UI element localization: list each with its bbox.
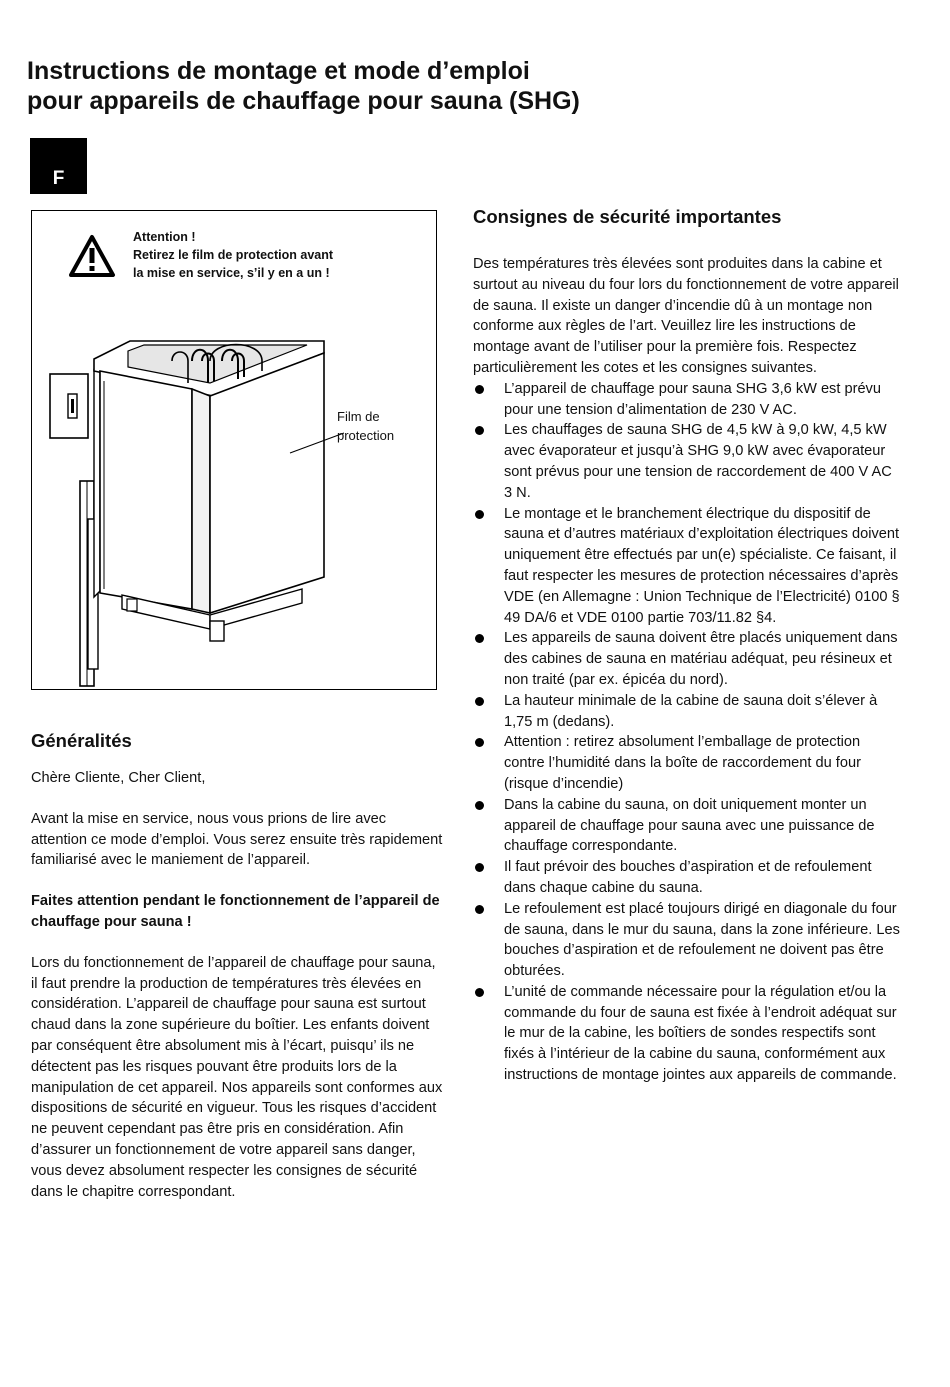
warning-title: Attention ! xyxy=(133,230,196,244)
bullet-icon xyxy=(475,905,484,914)
protection-film-label xyxy=(337,407,427,445)
list-item: Les appareils de sauna doivent être placés uniquement dans des cabines de sauna en matériau adéquat, peu résineux et non traité (par ex. épicéa du nord). xyxy=(473,628,903,690)
general-section xyxy=(31,728,443,1202)
language-tab xyxy=(30,138,87,194)
warning-line-1: Retirez le film de protection avant xyxy=(133,248,334,262)
list-item: Les chauffages de sauna SHG de 4,5 kW à 9,0 kW, 4,5 kW avec évaporateur et jusqu’à SHG 9,0 kW avec évaporateur sont prévus pour une tension de raccordement de 400 V AC 3 N. xyxy=(473,420,903,503)
bullet-icon xyxy=(475,426,484,435)
warning-line-2: la mise en service, s’il y en a un ! xyxy=(133,266,330,280)
safety-intro: Des températures très élevées sont produites dans la cabine et surtout au niveau du four lors du fonctionnement de votre appareil de sauna. Il existe un danger d’incendie dû à un montage non conforme aux règles de l’art. Veuillez lire les instructions de montage avant de l’utiliser pour la première fois. Respectez particulièrement les cotes et les consignes suivantes. xyxy=(473,256,899,376)
bullet-icon xyxy=(475,697,484,706)
bullet-icon xyxy=(475,634,484,643)
language-tag: F xyxy=(52,168,65,189)
list-item: Il faut prévoir des bouches d’aspiration et de refoulement dans chaque cabine du sauna. xyxy=(473,857,903,899)
list-item: Le refoulement est placé toujours dirigé en diagonale du four de sauna, dans le mur du sauna, dans la zone inférieure. Les bouches d’aspiration et de refoulement ne doivent pas être obturées. xyxy=(473,899,903,982)
safety-heading: Consignes de sécurité importantes xyxy=(473,206,782,227)
intro-paragraph: Avant la mise en service, nous vous prions de lire avec attention ce mode d’emploi. Vous serez ensuite très rapidement familiarisé avec le maniement de l’appareil. xyxy=(31,810,443,869)
greeting-text: Chère Cliente, Cher Client, xyxy=(31,770,206,786)
attention-paragraph: Faites attention pendant le fonctionnement de l’appareil de chauffage pour sauna ! xyxy=(31,893,440,930)
safety-list xyxy=(473,379,903,1086)
list-item: Attention : retirez absolument l’emballage de protection contre l’humidité dans la boîte de raccordement du four (risque d’incendie) xyxy=(473,732,903,794)
operation-paragraph: Lors du fonctionnement de l’appareil de chauffage pour sauna, il faut prendre la production de températures très élevées en considération. L’appareil de chauffage pour sauna est surtout chaud dans la zone supérieure du boîtier. Les enfants doivent par conséquent être absolument mis à l’écart, puisqu’ ils ne détectent pas les risques pouvant être produits lors de la manipulation de cet appareil. Nos appareils sont conformes aux dispositions de sécurité en vigueur. Tous les risques d’accident ne peuvent cependant pas être pris en considération. Afin d’assurer un fonctionnement de votre appareil sans danger, vous devez absolument respecter les consignes de sécurité dans le chapitre correspondant. xyxy=(31,954,443,1200)
safety-section xyxy=(473,204,903,1086)
bullet-icon xyxy=(475,863,484,872)
film-label-line-1: Film de xyxy=(337,409,380,424)
film-label-line-2: protection xyxy=(337,428,395,443)
general-heading: Généralités xyxy=(31,730,132,751)
bullet-icon xyxy=(475,510,484,519)
list-item: L’unité de commande nécessaire pour la régulation et/ou la commande du four de sauna est fixée à l’endroit adéquat sur le mur de la cabine, les boîtiers de sondes respectifs sont fixés à l’intérieur de la cabine du sauna, conformément aux instructions de montage jointes aux appareils de commande. xyxy=(473,982,903,1086)
bullet-icon xyxy=(475,988,484,997)
sauna-heater-drawing xyxy=(32,211,436,689)
heater-figure xyxy=(31,210,437,690)
page-title xyxy=(27,56,580,116)
list-item: La hauteur minimale de la cabine de sauna doit s’élever à 1,75 m (dedans). xyxy=(473,691,903,733)
list-item: Dans la cabine du sauna, on doit uniquement monter un appareil de chauffage pour sauna avec une puissance de chauffage correspondante. xyxy=(473,795,903,857)
bullet-icon xyxy=(475,738,484,747)
list-item: L’appareil de chauffage pour sauna SHG 3,6 kW est prévu pour une tension d’alimentation de 230 V AC. xyxy=(473,379,903,421)
bullet-icon xyxy=(475,385,484,394)
title-line-2: pour appareils de chauffage pour sauna (SHG) xyxy=(27,87,580,115)
list-item: Le montage et le branchement électrique du dispositif de sauna et d’autres matériaux d’exploitation électriques doivent uniquement être effectués par un(e) spécialiste. Ce faisant, il faut respecter les mesures de protection nécessaires d’après VDE (en Allemagne : Union Technique de l’Electricité) 0100 § 49 DA/6 et VDE 0100 partie 703/11.82 §4. xyxy=(473,504,903,629)
title-line-1: Instructions de montage et mode d’emploi xyxy=(27,57,530,85)
bullet-icon xyxy=(475,801,484,810)
